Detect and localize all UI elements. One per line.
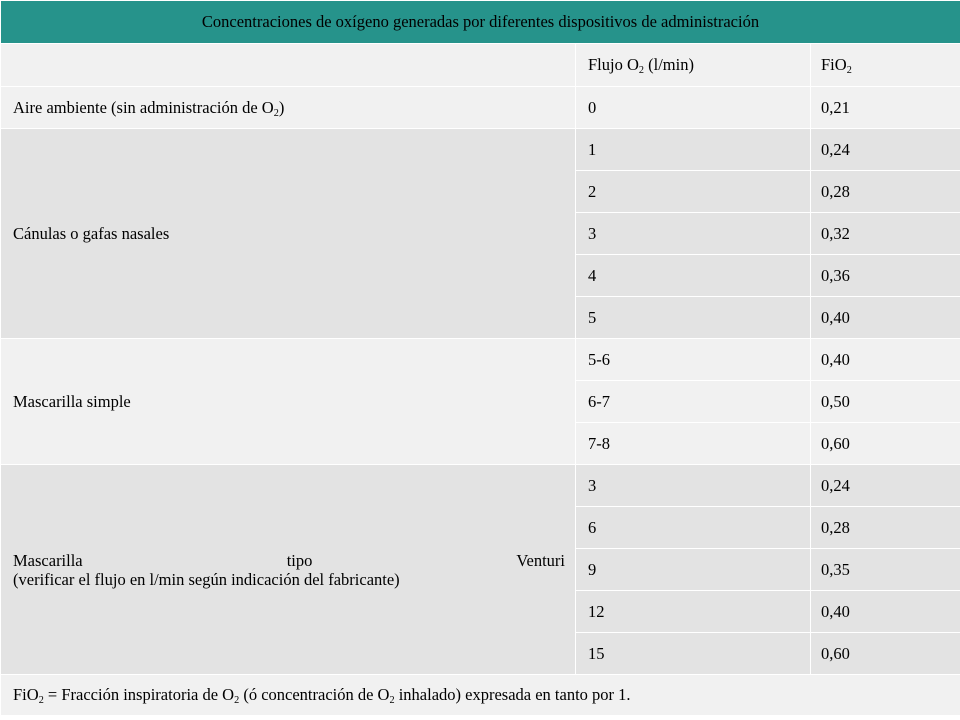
category-aire: Aire ambiente (sin administración de $O_2$)	[1, 87, 576, 129]
flow-cell: 6	[576, 507, 811, 549]
table-title-row	[1, 1, 960, 44]
category-simple: Mascarilla simple	[1, 339, 576, 465]
header-fio: FiO$_2$	[811, 44, 960, 87]
fio-cell: 0,36	[811, 255, 960, 297]
header-row	[1, 44, 960, 87]
fio-cell: 0,21	[811, 87, 960, 129]
fio-cell: 0,40	[811, 339, 960, 381]
table-row	[1, 129, 960, 171]
flow-cell: 15	[576, 633, 811, 675]
footnote: FiO$_2$ = Fracción inspiratoria de $O_2$ (ó concentración de $O_2$ inhalado) expresada en tanto por 1.	[1, 675, 960, 716]
fio-cell: 0,60	[811, 633, 960, 675]
table-row	[1, 339, 960, 381]
fio-cell: 0,60	[811, 423, 960, 465]
flow-cell: 9	[576, 549, 811, 591]
fio-cell: 0,28	[811, 507, 960, 549]
flow-cell: 5-6	[576, 339, 811, 381]
table-title: Concentraciones de oxígeno generadas por diferentes dispositivos de administración	[1, 1, 960, 44]
category-canulas: Cánulas o gafas nasales	[1, 129, 576, 339]
fio-cell: 0,40	[811, 591, 960, 633]
table-row	[1, 87, 960, 129]
flow-cell: 1	[576, 129, 811, 171]
category-venturi	[1, 465, 576, 675]
flow-cell: 5	[576, 297, 811, 339]
footer-row	[1, 675, 960, 716]
flow-cell: 3	[576, 213, 811, 255]
fio-cell: 0,50	[811, 381, 960, 423]
flow-cell: 12	[576, 591, 811, 633]
table-row	[1, 465, 960, 507]
flow-cell: 2	[576, 171, 811, 213]
flow-cell: 7-8	[576, 423, 811, 465]
fio-cell: 0,35	[811, 549, 960, 591]
venturi-line-1: Mascarilla tipo Venturi	[13, 550, 565, 570]
flow-cell: 4	[576, 255, 811, 297]
flow-cell: 6-7	[576, 381, 811, 423]
flow-cell: 3	[576, 465, 811, 507]
fio-cell: 0,24	[811, 129, 960, 171]
header-blank	[1, 44, 576, 87]
fio-cell: 0,28	[811, 171, 960, 213]
fio-cell: 0,24	[811, 465, 960, 507]
fio-cell: 0,32	[811, 213, 960, 255]
flow-cell: 0	[576, 87, 811, 129]
fio-cell: 0,40	[811, 297, 960, 339]
venturi-line-2: (verificar el flujo en l/min según indicación del fabricante)	[13, 569, 400, 589]
header-flow: Flujo $O_2$ (l/min)	[576, 44, 811, 87]
